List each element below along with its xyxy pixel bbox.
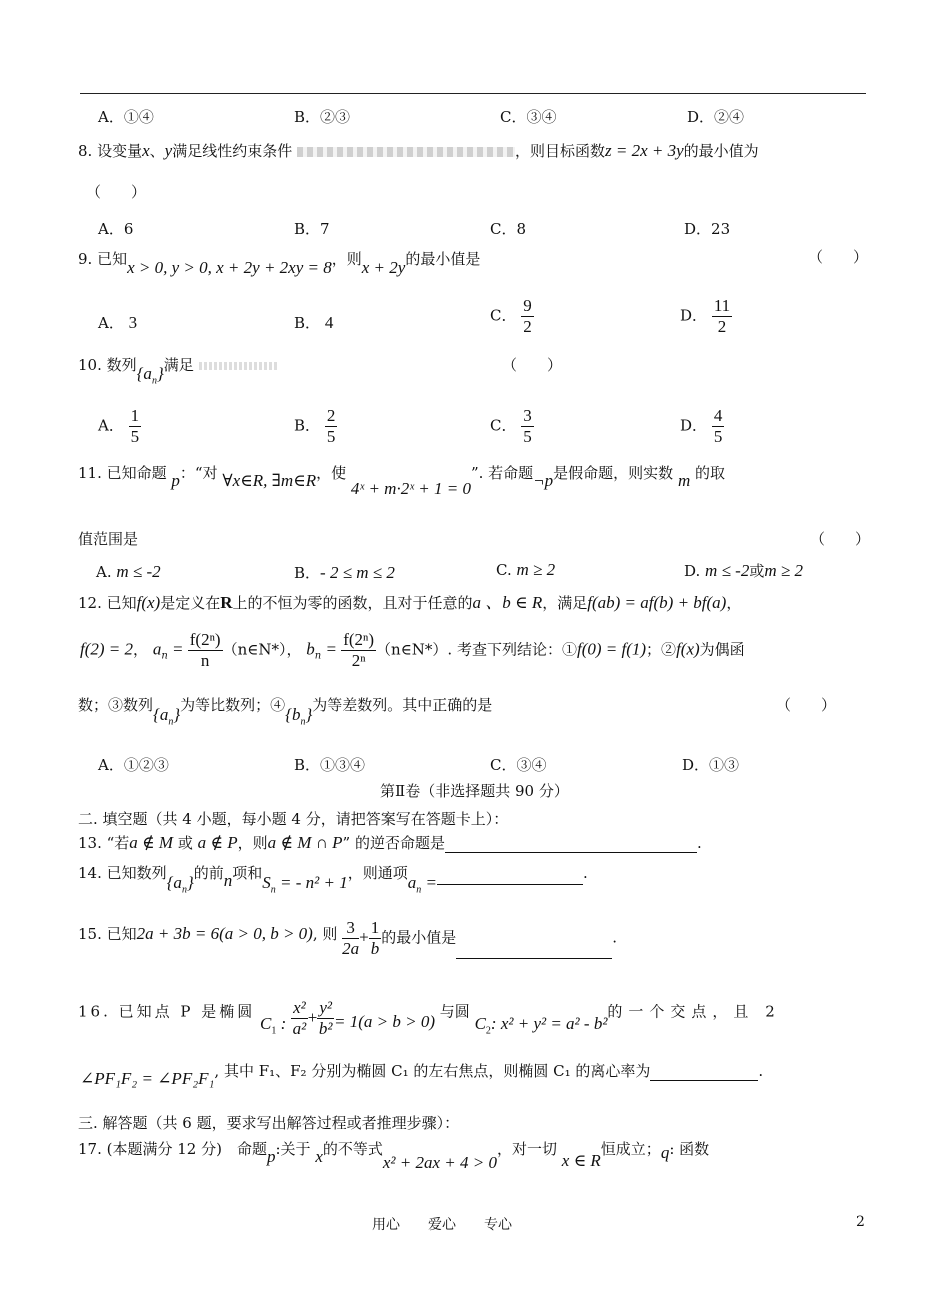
q9-option-a-value: 3 [128,313,138,332]
q17-prefix: 17. (本题满分 12 分) 命题 [78,1140,267,1158]
q16-line1: 16. 已知点 P 是椭圆 $C_1$ : $\frac{\text{x²}}{\text{a²}}$ + $\frac{\text{y²}}{\text{b²}}$ = 1(a > b > 0) 与圆 $C_2$: x² + y² = a² - b²的一个交点，且 2 [78,998,781,1038]
q14-mid3: ，则通项 [347,864,408,882]
q10-option-c-fraction [521,406,534,447]
q11-option-c-label: C. [496,561,512,579]
q16-c2: C [474,1013,486,1033]
section2-heading: 二. 填空题（共 4 小题，每小题 4 分，请把答案写在答题卡上）： [78,810,509,828]
q10-option-d-fraction [712,406,725,447]
q10-option-c-den: 5 [523,427,532,446]
q17-var-p: p [266,1147,276,1166]
q9-option-c-den: 2 [523,317,532,336]
q15-answer-blank[interactable] [456,942,612,959]
q8-stem [78,140,759,161]
q7-option-c: C．③④ [500,108,557,126]
q12-option-d: D．①③ [682,756,740,774]
q14-an-rhs: = [425,873,437,892]
q12-an-domain: （n∈N*） [222,640,287,659]
q16-line2-text: , 其中 F₁、F₂ 分别为椭圆 C₁ 的左右焦点，则椭圆 C₁ 的离心率为 [214,1062,651,1080]
q11-option-d-or: 或 [749,562,765,580]
q11-option-c-value: m ≥ 2 [516,560,556,579]
q10-seq-sub: n [151,375,157,387]
header-rule [80,93,866,94]
q8-end: 的最小值为 [683,142,759,160]
q9-option-d [680,296,732,337]
q16-frac-y [317,998,334,1039]
q8-post: ，则目标函数 [515,142,606,160]
q9-option-b [294,312,333,333]
q8-option-b: B．7 [294,220,330,238]
q12-comma: ， [726,594,742,612]
q14-mid2: 项和 [232,864,263,882]
q8-constraints-image [297,147,515,157]
q11-after: ”. 若命题 [470,464,534,482]
q8-var-x: x [142,141,150,160]
q16-b2: b² [318,1019,333,1038]
q11-not-p: ¬p [533,471,554,490]
q10-option-b-num: 2 [326,406,336,425]
q14-seq-text: {a [166,873,182,892]
q10-recurrence-image [199,362,279,370]
part2-title: 第Ⅱ卷（非选择题共 90 分） [380,782,569,800]
q7-option-d: D．②④ [687,108,745,126]
q10-prefix: 10. 数列 [78,356,137,374]
q14-an: a [407,873,417,892]
q9-option-d-den: 2 [717,317,727,336]
q10-option-c [490,406,534,447]
q10-option-a-fraction [129,406,142,447]
q12-an-lhs: a [152,639,162,659]
q12-seq-a: $\{a_n\}$ [153,705,181,728]
q17-colon: : [275,1140,281,1158]
q12-functional-equation: f(ab) = af(b) + bf(a) [587,593,727,612]
q11-var-p: p [171,471,180,490]
q12-conclusion-1: f(0) = f(1) [576,639,647,659]
q11-var-m: m [677,471,691,490]
q14-prefix: 14. 已知数列 [78,864,167,882]
q15-frac2-num: 1 [370,918,380,937]
q11-option-b-value: - 2 ≤ m ≤ 2 [320,563,395,582]
q16-post: 的一个交点，且 2 [607,1002,781,1021]
q10-option-a-den: 5 [130,427,140,446]
q12-c2-post: 为偶函 [699,640,745,659]
q10-option-c-label: C． [490,416,517,435]
q13-cond2: a ∉ P [197,833,238,852]
q12-prefix: 12. 已知 [78,594,137,612]
q13-post: ” 的逆否命题是 [342,834,445,852]
q16-y2: y² [319,998,332,1017]
q11-option-a-value: m ≤ -2 [116,562,161,581]
q10-seq-a: {a [136,364,152,383]
q7-option-b: B．②③ [294,108,351,126]
q12-an-fraction [188,630,223,671]
q17-x-in-r: x ∈ R [561,1151,601,1170]
q8-option-d: D．23 [684,220,731,238]
q12-R: R [220,593,233,612]
q15-frac1-den: 2a [342,939,360,958]
q9-option-c-num: 9 [523,296,532,315]
q15-frac1-num: 3 [342,918,359,939]
q10-option-d [680,406,724,447]
q11-prefix: 11. 已知命题 [78,464,167,482]
q10-option-a [98,406,141,447]
page-number: 2 [856,1214,865,1230]
q11-option-b [294,562,395,583]
q12-f2: f(2) = 2 [80,639,134,659]
q10-stem [78,354,279,387]
section3-heading: 三. 解答题（共 6 题，要求写出解答过程或者推理步骤）： [78,1114,460,1132]
q11-option-a [96,562,161,582]
q11-quantifier: ∀x∈R, ∃m∈R [222,471,317,490]
q11-option-d [684,560,803,581]
q15-condition: 2a + 3b = 6(a > 0, b > 0) [136,923,313,943]
q11-option-c [496,560,555,580]
q13-prefix: 13. “若 [78,834,130,852]
q14-general-term: $a_n$ = [407,873,437,896]
q14-stem [78,862,588,896]
q10-option-d-label: D． [680,416,708,435]
q17-for-all: ，对一切 [496,1140,557,1158]
q15-frac2 [369,918,382,959]
q16-prefix: 16. 已知点 P 是椭圆 [78,1002,256,1021]
q14-answer-blank[interactable] [437,868,583,885]
q12-option-b: B．①③④ [294,756,366,774]
q9-answer-paren: （ ） [808,248,869,266]
q15-prefix: 15. 已知 [78,924,137,943]
q8-var-y: y [164,141,173,160]
q10-sequence [136,364,164,387]
q8-prefix: 8. 设变量 [78,142,143,160]
q12-satisfy: ，满足 [542,594,588,612]
q14-mid: 的前 [193,864,224,882]
page-footer: 用心 爱心 专心 [372,1217,512,1233]
q11-is-false: 是假命题，则实数 [553,464,674,482]
q14-sn-rhs: = - n² + 1 [280,873,348,892]
q8-option-a: A．6 [98,220,134,238]
q10-seq-close: } [156,364,164,383]
q8-objective: z = 2x + 3y [605,141,684,160]
q12-an-num: f(2ⁿ) [189,630,221,649]
q8-mid: 满足线性约束条件 [172,142,293,160]
q16-angle-eq: ∠PF₁F₂ = ∠PF₂F₁ [80,1069,215,1088]
q12-line3-a: 数；③数列 [78,696,154,714]
q12-seq-a-text: {a [153,705,169,724]
q13-end: . [696,834,702,852]
q12-bn-den: 2ⁿ [351,651,366,670]
q17-var-x: x [315,1147,323,1166]
q12-an-den: n [200,651,210,670]
q11-answer-paren: （ ） [810,530,871,548]
q17-ineq-pre: 的不等式 [322,1140,383,1158]
q11-option-a-label: A. [96,563,112,581]
q16-answer-blank[interactable] [650,1064,758,1081]
q9-option-a-label: A． [98,314,124,332]
q12-def: 是定义在 [160,594,221,612]
q13-or: 或 [177,834,193,852]
q16-with: 与圆 [439,1002,470,1021]
q17-var-q: q [660,1143,670,1162]
q12-fx: f(x) [136,593,161,612]
q7-option-a: A．①④ [98,108,154,126]
q9-option-a [98,312,137,333]
q16-line2 [80,1060,764,1088]
q12-bn-fraction [341,630,376,671]
q12-option-c: C．③④ [490,756,547,774]
q12-bn-lhs: b [306,639,315,659]
q13-stem [78,832,702,853]
q14-end: . [582,864,588,882]
q12-bn-num: f(2ⁿ) [343,630,375,649]
q9-option-d-label: D． [680,306,708,325]
q17-func: : 函数 [669,1140,710,1158]
q15-stem [78,918,617,959]
q9-expression: x + 2y [361,258,406,277]
q16-ellipse: $C_1$ : [260,1013,287,1036]
q17-stem [78,1138,710,1172]
q10-option-b-den: 5 [326,427,336,446]
q16-ellipse-rest: = 1(a > b > 0) [334,1011,435,1031]
q10-mid: 满足 [163,356,194,374]
q16-end: . [758,1062,764,1080]
q15-end: . [612,928,618,947]
q12-line2: f(2) = 2， $a_n$ = $\frac{\text{f(2ⁿ)}}{n}$ （n∈N*）， $b_n$ = $\frac{\text{f(2ⁿ)}}{\text{2ⁿ}}$ （n∈N*）. 考查下列结论：①f(0) = f(1)；②f(x)为偶函 [80,630,745,670]
q11-option-d-label: D. [684,562,701,580]
q13-answer-blank[interactable] [445,836,697,853]
q12-seq-b-text: {b [285,705,301,724]
q10-option-a-label: A． [98,416,124,435]
q11-option-b-label: B． [294,564,321,582]
q10-option-c-num: 3 [523,406,532,425]
q10-option-b-fraction [325,406,338,447]
q13-cond1: a ∉ M [129,833,174,852]
q16-circle: $C_2$: x² + y² = a² - b² [474,1013,608,1036]
q15-plus: + [359,927,369,947]
q13-then: ，则 [237,834,268,852]
q14-sequence: $\{a_n\}$ [166,873,194,896]
q11-line2: 值范围是 [78,530,139,548]
q14-var-n: n [223,871,233,890]
q12-line3-b: 为等比数列；④ [180,696,286,714]
q8-sep: 、 [149,142,165,160]
q9-mid: ，则 [331,250,362,268]
q10-option-b-label: B． [294,416,321,435]
q12-seq-b: $\{b_n\}$ [285,705,313,728]
q12-ab: a 、b ∈ R [472,593,543,612]
q16-x2: x² [293,998,306,1017]
q10-answer-paren: （ ） [502,356,563,374]
q9-option-c [490,296,534,337]
q12-c2-pre: ；② [646,640,677,659]
q9-option-b-value: 4 [324,313,334,332]
q16-circle-eq: : x² + y² = a² - b² [490,1013,608,1033]
q17-holds: 恒成立； [600,1140,661,1158]
q9-option-d-fraction [712,296,732,337]
q15-frac1 [342,918,359,959]
q9-condition: x > 0, y > 0, x + 2y + 2xy = 8 [127,258,332,277]
q12-line1 [78,588,741,613]
q15-then: , 则 [312,924,338,943]
q11-option-d-value: m ≤ -2 [705,561,750,580]
q12-bn-domain: （n∈N*）. 考查下列结论：① [376,640,577,659]
q10-option-d-num: 4 [713,406,723,425]
q11-equation: 4ˣ + m·2ˣ + 1 = 0 [350,479,471,498]
q13-cond3: a ∉ M ∩ P [267,833,343,852]
q9-option-c-fraction [521,296,534,337]
q17-about: 关于 [280,1140,311,1158]
q9-option-d-num: 11 [713,296,731,315]
q12-any: 上的不恒为零的函数，且对于任意的 [232,594,473,612]
q10-option-d-den: 5 [713,427,723,446]
q16-c1: C [260,1013,272,1033]
q11-of: 的取 [695,464,726,482]
q12-conclusion-2: f(x) [676,639,700,659]
q15-frac2-den: b [370,939,380,958]
q11-option-d-value2: m ≥ 2 [764,561,803,580]
q16-a2: a² [292,1019,307,1038]
q9-end: 的最小值是 [405,250,481,268]
q9-option-c-label: C． [490,306,517,325]
q10-option-a-num: 1 [130,406,140,425]
q9-prefix: 9. 已知 [78,250,128,268]
q12-line3 [78,694,493,728]
q8-answer-paren: （ ） [86,183,147,201]
q14-sn: S [262,873,271,892]
q12-line3-c: 为等差数列。其中正确的是 [312,696,493,714]
q12-option-a: A．①②③ [98,756,169,774]
q11-quote: ：“对 [179,464,218,482]
q16-frac-x [291,998,308,1039]
q15-post: 的最小值是 [381,928,457,947]
q14-sum: $S_n$ = - n² + 1 [262,873,348,896]
q10-option-b [294,406,337,447]
q12-answer-paren: （ ） [776,696,837,714]
q17-inequality: x² + 2ax + 4 > 0 [382,1153,497,1172]
q8-option-c: C．8 [490,220,527,238]
q11-stem [78,462,726,498]
q11-make: ，使 [316,464,347,482]
q9-option-b-label: B． [294,314,321,332]
q9-stem [78,248,481,277]
